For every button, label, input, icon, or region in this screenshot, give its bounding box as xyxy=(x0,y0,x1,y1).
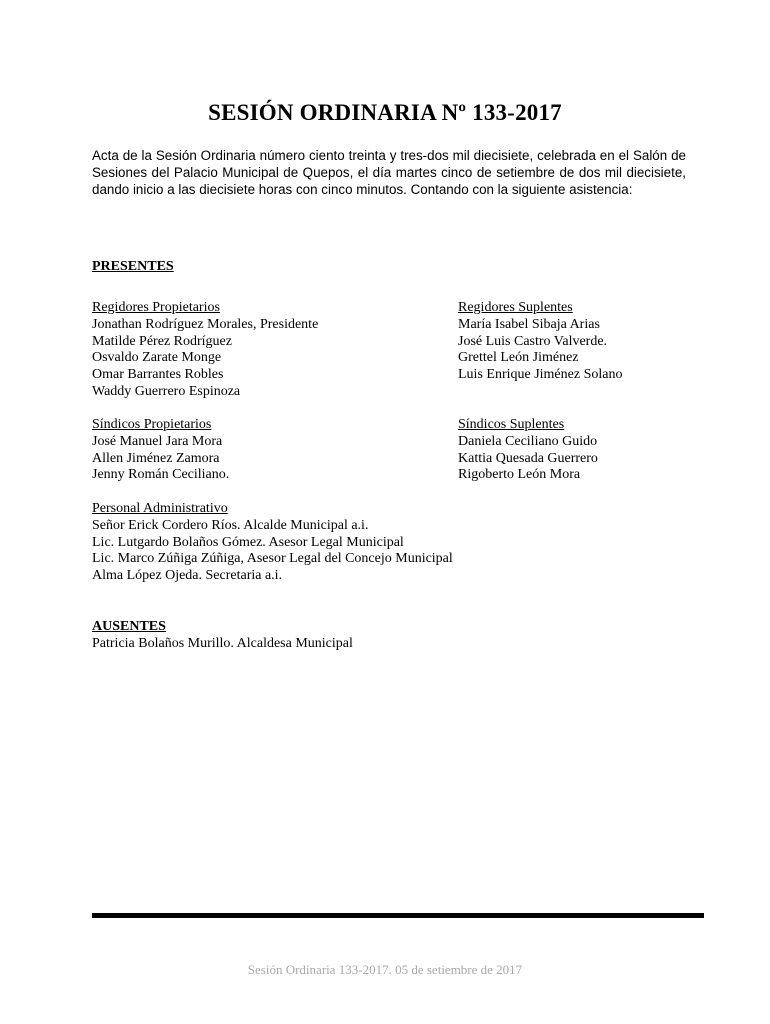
list-item: Luis Enrique Jiménez Solano xyxy=(458,367,623,383)
list-item: Jonathan Rodríguez Morales, Presidente xyxy=(92,316,319,332)
presentes-heading: PRESENTES xyxy=(92,259,174,274)
sindicos-propietarios-label: Síndicos Propietarios xyxy=(92,417,212,432)
list-item: Rigoberto León Mora xyxy=(458,467,581,483)
regidores-propietarios-label: Regidores Propietarios xyxy=(92,300,220,315)
page-footer: Sesión Ordinaria 133-2017. 05 de setiembre de 2017 xyxy=(247,962,523,977)
list-item: José Manuel Jara Mora xyxy=(92,433,223,449)
list-item: Alma López Ojeda. Secretaria a.i. xyxy=(92,568,283,584)
list-item: Lic. Marco Zúñiga Zúñiga, Asesor Legal del Concejo Municipal xyxy=(92,551,453,567)
list-item: María Isabel Sibaja Arias xyxy=(458,316,600,332)
list-item: Lic. Lutgardo Bolaños Gómez. Asesor Legal Municipal xyxy=(92,534,404,550)
regidores-suplentes-label: Regidores Suplentes xyxy=(458,300,573,315)
page-title: SESIÓN ORDINARIA Nº 133-2017 xyxy=(208,100,562,125)
sindicos-propietarios-block xyxy=(92,417,229,484)
ausentes-heading: AUSENTES xyxy=(92,619,166,634)
list-item: Patricia Bolaños Murillo. Alcaldesa Municipal xyxy=(92,636,353,651)
sindicos-suplentes-label: Síndicos Suplentes xyxy=(458,417,565,432)
regidores-suplentes-block xyxy=(458,300,622,384)
list-item: Señor Erick Cordero Ríos. Alcalde Municipal a.i. xyxy=(92,517,369,533)
list-item: Daniela Ceciliano Guido xyxy=(458,433,598,449)
personal-administrativo-block xyxy=(92,501,453,585)
list-item: Jenny Román Ceciliano. xyxy=(92,467,230,483)
list-item: Osvaldo Zarate Monge xyxy=(92,350,222,366)
list-item: Allen Jiménez Zamora xyxy=(92,450,220,466)
personal-administrativo-label: Personal Administrativo xyxy=(92,501,228,516)
list-item: Grettel León Jiménez xyxy=(458,350,579,366)
list-item: Waddy Guerrero Espinoza xyxy=(92,383,241,399)
list-item: Matilde Pérez Rodríguez xyxy=(92,333,232,349)
ausentes-block xyxy=(92,636,353,653)
list-item: Omar Barrantes Robles xyxy=(92,367,224,383)
sindicos-suplentes-block xyxy=(458,417,598,484)
regidores-propietarios-block xyxy=(92,300,318,401)
footer-divider xyxy=(92,913,704,918)
list-item: Kattia Quesada Guerrero xyxy=(458,450,598,466)
list-item: José Luis Castro Valverde. xyxy=(458,333,608,349)
intro-paragraph: Acta de la Sesión Ordinaria número ciento treinta y tres-dos mil diecisiete, celebrada en el Salón de Sesiones del Palacio Municipal de Quepos, el día martes cinco de setiembre de dos mil diecisiete, dando inicio a las diecisiete horas con cinco minutos. Contando con la siguiente asistencia: xyxy=(92,148,686,197)
